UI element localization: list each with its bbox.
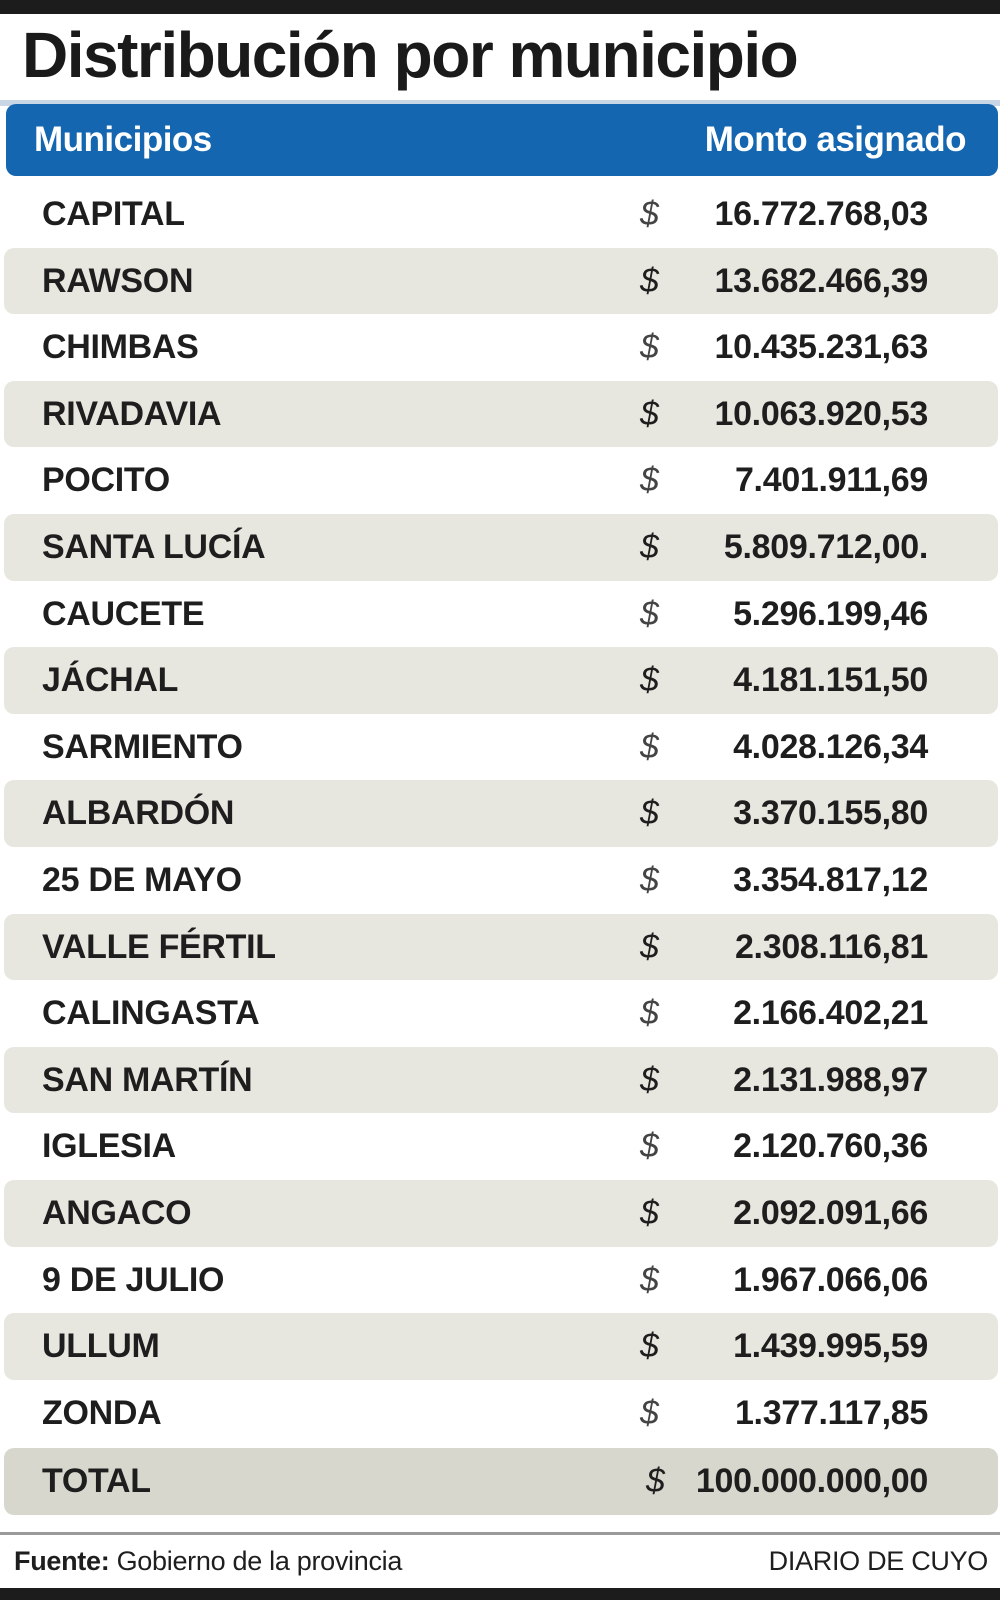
currency-symbol: $ — [640, 394, 659, 433]
currency-symbol: $ — [646, 1462, 665, 1501]
assigned-amount: 3.354.817,12 — [733, 860, 928, 899]
municipality-name: ULLUM — [42, 1327, 160, 1366]
municipality-name: ALBARDÓN — [42, 794, 235, 833]
currency-symbol: $ — [640, 195, 659, 233]
top-border-bar — [0, 0, 1000, 14]
assigned-amount: 4.028.126,34 — [733, 727, 928, 766]
municipality-name: VALLE FÉRTIL — [42, 927, 276, 966]
total-amount: 100.000.000,00 — [695, 1462, 928, 1501]
table-header — [6, 104, 998, 176]
assigned-amount: 1.967.066,06 — [733, 1260, 928, 1299]
assigned-amount: 5.809.712,00. — [723, 527, 928, 566]
currency-symbol: $ — [640, 594, 659, 633]
table-row — [4, 1247, 998, 1314]
municipality-name: RAWSON — [42, 261, 194, 300]
currency-symbol: $ — [640, 860, 659, 899]
assigned-amount: 7.401.911,69 — [734, 461, 928, 500]
municipality-name: CAPITAL — [42, 195, 185, 233]
currency-symbol: $ — [640, 1193, 659, 1232]
municipality-name: RIVADAVIA — [42, 394, 222, 433]
total-label: TOTAL — [42, 1462, 151, 1501]
municipality-name: SARMIENTO — [42, 727, 243, 766]
page-title: Distribución por municipio — [22, 19, 798, 91]
assigned-amount: 2.308.116,81 — [734, 927, 928, 966]
currency-symbol: $ — [640, 727, 659, 766]
table-row — [4, 1380, 998, 1447]
assigned-amount: 2.120.760,36 — [733, 1127, 928, 1166]
table-row — [4, 1047, 998, 1114]
currency-symbol: $ — [640, 994, 659, 1033]
municipality-name: ZONDA — [42, 1393, 162, 1432]
column-header-monto: Monto asignado — [704, 120, 966, 159]
assigned-amount: 3.370.155,80 — [733, 794, 928, 833]
assigned-amount: 16.772.768,03 — [714, 195, 928, 233]
table-row — [4, 847, 998, 914]
footer-rule — [0, 1532, 1000, 1535]
assigned-amount: 1.439.995,59 — [733, 1327, 928, 1366]
municipality-name: ANGACO — [42, 1193, 192, 1232]
table-row — [4, 780, 998, 847]
currency-symbol: $ — [640, 461, 659, 500]
assigned-amount: 2.131.988,97 — [733, 1060, 928, 1099]
table-row — [4, 381, 998, 448]
currency-symbol: $ — [640, 927, 659, 966]
currency-symbol: $ — [640, 1060, 659, 1099]
currency-symbol: $ — [640, 1127, 659, 1166]
assigned-amount: 2.092.091,66 — [733, 1193, 928, 1232]
table-total-row — [4, 1448, 998, 1515]
assigned-amount: 10.435.231,63 — [714, 328, 928, 367]
table-row — [4, 714, 998, 781]
municipality-name: JÁCHAL — [42, 661, 179, 700]
table-body — [0, 181, 1000, 1515]
currency-symbol: $ — [640, 328, 659, 367]
assigned-amount: 5.296.199,46 — [733, 594, 928, 633]
assigned-amount: 13.682.466,39 — [714, 261, 928, 300]
currency-symbol: $ — [640, 794, 659, 833]
municipality-name: CALINGASTA — [42, 994, 260, 1033]
column-header-municipios: Municipios — [34, 120, 212, 159]
table-row — [4, 514, 998, 581]
source-note — [14, 1536, 402, 1586]
table-row — [4, 447, 998, 514]
currency-symbol: $ — [640, 1260, 659, 1299]
assigned-amount: 2.166.402,21 — [733, 994, 928, 1033]
currency-symbol: $ — [640, 527, 659, 566]
table-row — [4, 1180, 998, 1247]
municipality-name: 9 DE JULIO — [42, 1260, 225, 1299]
table-row — [4, 314, 998, 381]
table-row — [4, 647, 998, 714]
footer — [0, 1536, 1000, 1588]
municipality-name: 25 DE MAYO — [42, 860, 242, 899]
brand-name: DIARIO DE CUYO — [768, 1546, 988, 1576]
currency-symbol: $ — [640, 261, 659, 300]
municipality-name: CHIMBAS — [42, 328, 199, 367]
source-label: Fuente: — [14, 1546, 110, 1576]
municipality-name: SAN MARTÍN — [42, 1060, 253, 1099]
table-row — [4, 248, 998, 315]
assigned-amount: 10.063.920,53 — [714, 394, 928, 433]
municipality-name: POCITO — [42, 461, 170, 500]
table-row — [4, 914, 998, 981]
assigned-amount: 4.181.151,50 — [733, 661, 928, 700]
bottom-border-bar — [0, 1588, 1000, 1600]
currency-symbol: $ — [640, 1393, 659, 1432]
currency-symbol: $ — [640, 661, 659, 700]
currency-symbol: $ — [640, 1327, 659, 1366]
table-row — [4, 1113, 998, 1180]
table-row — [4, 581, 998, 648]
table-row — [4, 181, 998, 248]
municipality-name: CAUCETE — [42, 594, 205, 633]
municipality-name: IGLESIA — [42, 1127, 176, 1166]
source-text: Gobierno de la provincia — [116, 1546, 403, 1576]
table-row — [4, 1313, 998, 1380]
municipality-name: SANTA LUCÍA — [42, 527, 266, 566]
table-row — [4, 980, 998, 1047]
assigned-amount: 1.377.117,85 — [734, 1393, 928, 1432]
